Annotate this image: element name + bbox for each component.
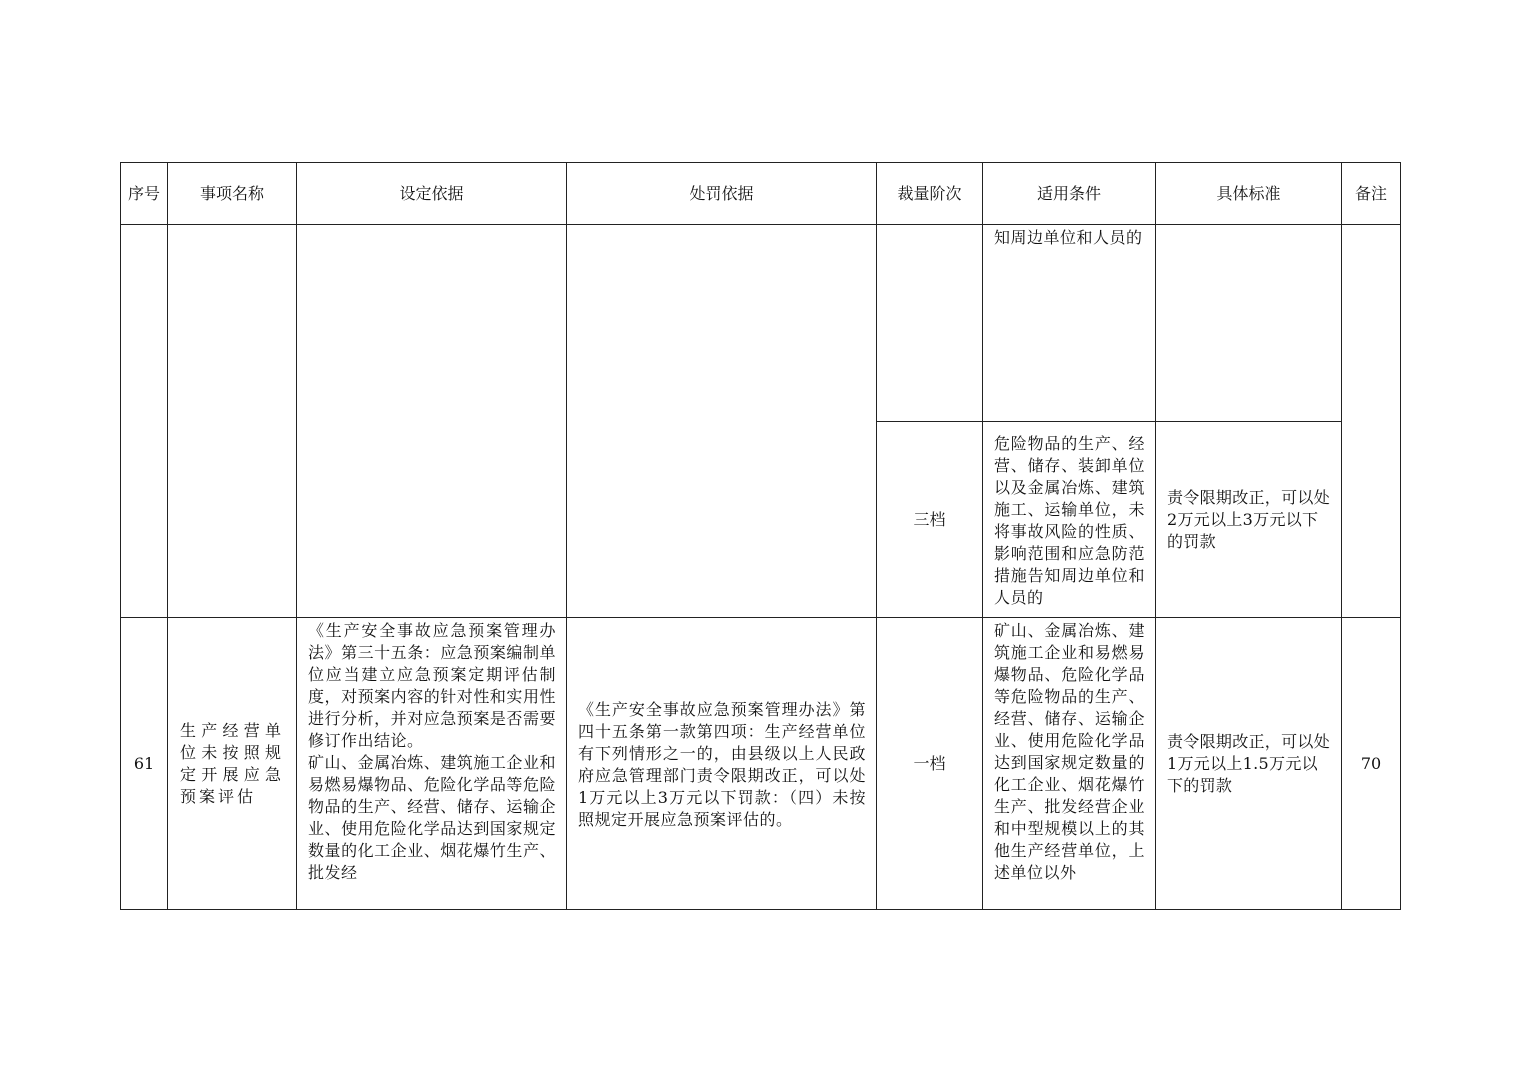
cell-remarks-61 — [1342, 618, 1401, 910]
header-conditions: 适用条件 — [983, 163, 1156, 225]
cell-remarks-continued — [1342, 225, 1401, 618]
cell-conditions-61 — [983, 618, 1156, 910]
cell-condition-3 — [983, 422, 1156, 618]
header-item-name: 事项名称 — [168, 163, 297, 225]
legal-basis-61-text: 《生产安全事故应急预案管理办法》第三十五条：应急预案编制单位应当建立应急预案定期评估制度，对预案内容的针对性和实用性进行分析，并对应急预案是否需要修订作出结论。 矿山、金属冶炼、建筑施工企业和易燃易爆物品、危险化学品等危险物品的生产、经营、储存、运输企业、使用危险化学品达到国家规定数量的化工企业、烟花爆竹生产、批发经 — [308, 621, 556, 882]
cell-item-name-61 — [168, 618, 297, 910]
table-row-61 — [121, 618, 1401, 910]
item-name-61-text: 生产经营单位未按照规定开展应急预案评估 — [180, 720, 284, 806]
table-row-continued-level2 — [121, 225, 1401, 422]
cell-seq-continued — [121, 225, 168, 618]
standard-61-text: 责令限期改正，可以处1万元以上1.5万元以下的罚款 — [1167, 731, 1331, 795]
cell-seq-61 — [121, 618, 168, 910]
cell-condition-continued — [983, 225, 1156, 422]
cell-penalty-basis-continued — [567, 225, 877, 618]
header-legal-basis: 设定依据 — [297, 163, 567, 225]
penalty-standards-table — [120, 162, 1401, 910]
cell-legal-basis-continued — [297, 225, 567, 618]
cell-level-continued — [877, 225, 983, 422]
level-61-text: 一档 — [913, 753, 946, 773]
condition-3-text: 危险物品的生产、经营、储存、装卸单位以及金属冶炼、建筑施工、运输单位，未将事故风险的性质、影响范围和应急防范措施告知周边单位和人员的 — [994, 433, 1145, 607]
header-level: 裁量阶次 — [877, 163, 983, 225]
level-3-text: 三档 — [913, 509, 946, 529]
header-seq: 序号 — [121, 163, 168, 225]
cell-level-61 — [877, 618, 983, 910]
cell-penalty-basis-61 — [567, 618, 877, 910]
condition-tail-text: 知周边单位和人员的 — [994, 228, 1143, 247]
standard-3-text: 责令限期改正，可以处2万元以上3万元以下的罚款 — [1167, 487, 1331, 551]
cell-standard-61 — [1156, 618, 1342, 910]
header-standard: 具体标准 — [1156, 163, 1342, 225]
conditions-61-text: 矿山、金属冶炼、建筑施工企业和易燃易爆物品、危险化学品等危险物品的生产、经营、储存、运输企业、使用危险化学品达到国家规定数量的化工企业、烟花爆竹生产、批发经营企业和中型规模以上的其他生产经营单位，上述单位以外 — [994, 621, 1145, 882]
cell-item-name-continued — [168, 225, 297, 618]
header-remarks: 备注 — [1342, 163, 1401, 225]
cell-level-3 — [877, 422, 983, 618]
remarks-61-text: 70 — [1360, 753, 1382, 773]
table-header-row — [121, 163, 1401, 225]
seq-61-text: 61 — [133, 753, 155, 773]
cell-standard-continued — [1156, 225, 1342, 422]
cell-standard-3 — [1156, 422, 1342, 618]
header-penalty-basis: 处罚依据 — [567, 163, 877, 225]
penalty-basis-61-text: 《生产安全事故应急预案管理办法》第四十五条第一款第四项：生产经营单位有下列情形之一的，由县级以上人民政府应急管理部门责令限期改正，可以处1万元以上3万元以下罚款：（四）未按照规定开展应急预案评估的。 — [578, 699, 866, 829]
cell-legal-basis-61 — [297, 618, 567, 910]
